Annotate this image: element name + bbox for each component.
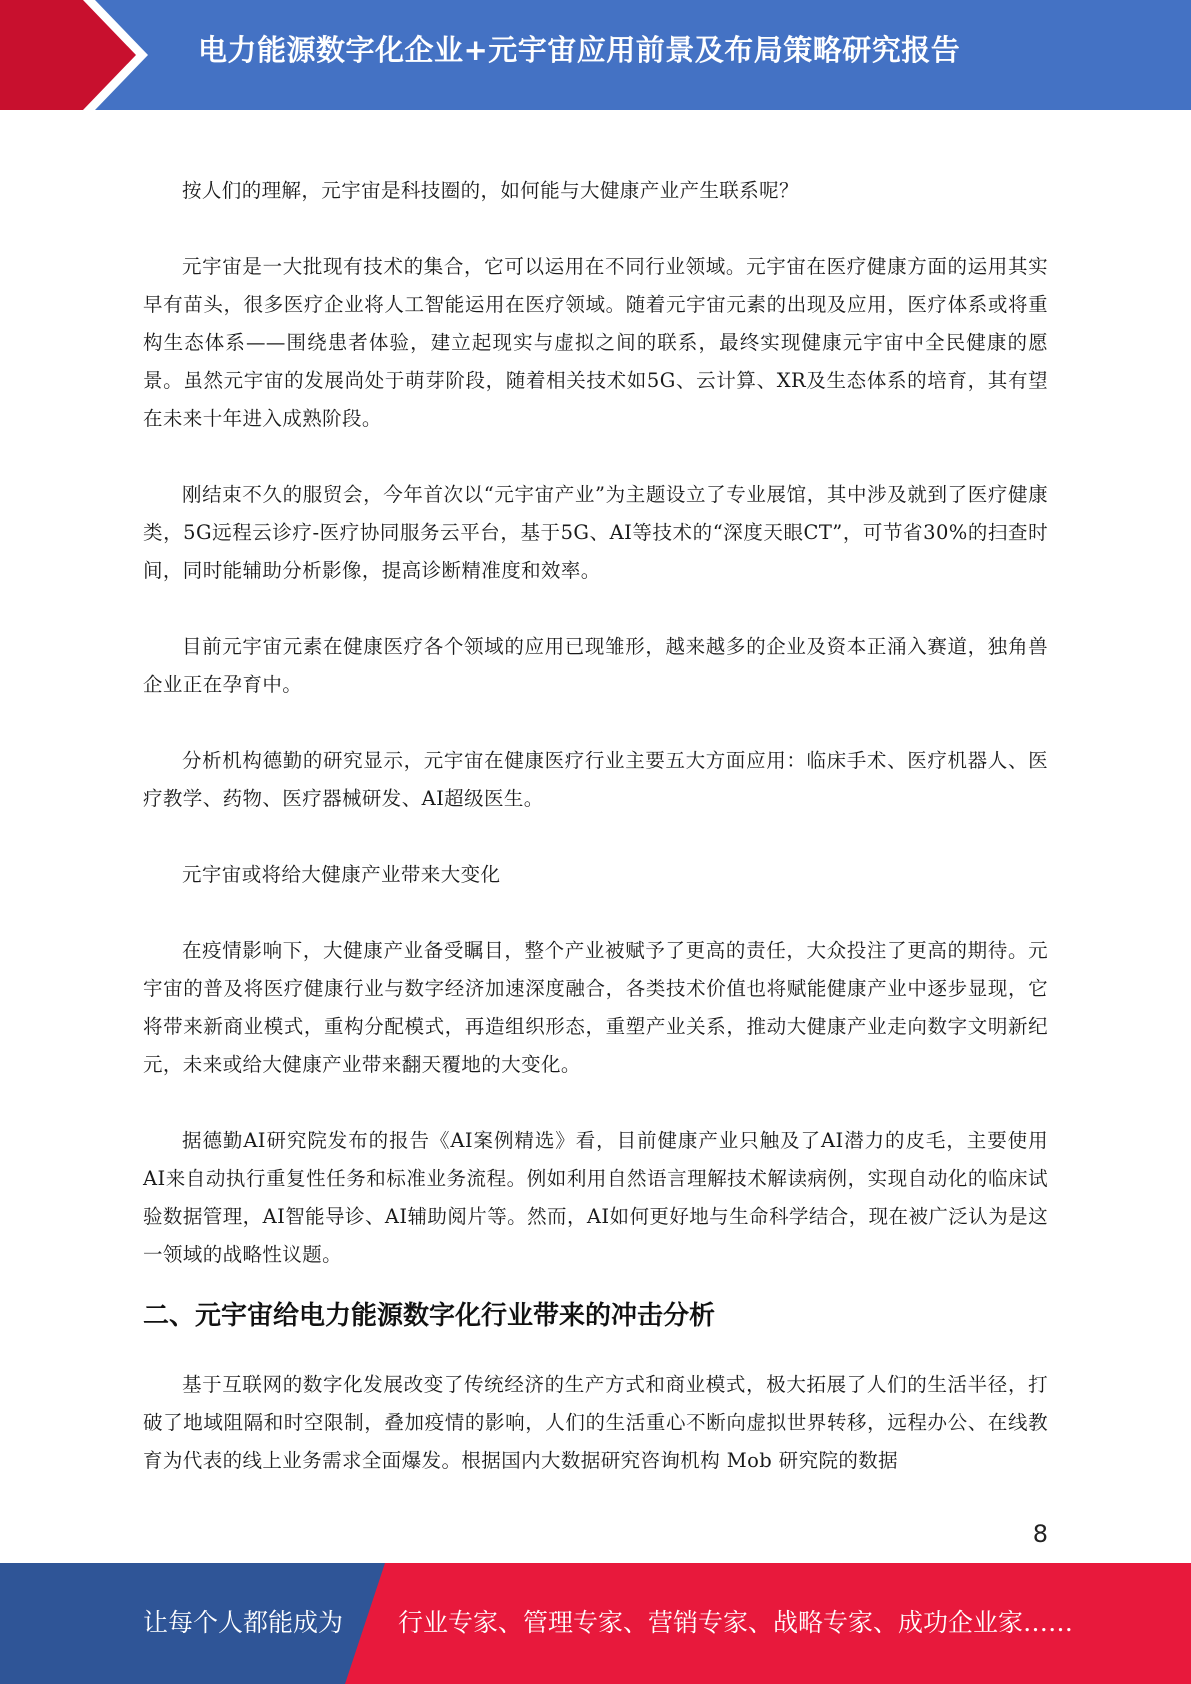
footer-slogan-left: 让每个人都能成为 — [143, 1608, 344, 1637]
paragraph: 元宇宙是一大批现有技术的集合，它可以运用在不同行业领域。元宇宙在医疗健康方面的运用其实早有苗头，很多医疗企业将人工智能运用在医疗领域。随着元宇宙元素的出现及应用，医疗体系或将重构生态体系——围绕患者体验，建立起现实与虚拟之间的联系，最终实现健康元宇宙中全民健康的愿景。虽然元宇宙的发展尚处于萌芽阶段，随着相关技术如5G、云计算、XR及生态体系的培育，其有望在未来十年进入成熟阶段。 — [143, 255, 1048, 430]
paragraph: 据德勤AI研究院发布的报告《AI案例精选》看，目前健康产业只触及了AI潜力的皮毛，主要使用AI来自动执行重复性任务和标准业务流程。例如利用自然语言理解技术解读病例，实现自动化的临床试验数据管理，AI智能导诊、AI辅助阅片等。然而，AI如何更好地与生命科学结合，现在被广泛认为是这一领域的战略性议题。 — [143, 1129, 1048, 1266]
paragraph: 按人们的理解，元宇宙是科技圈的，如何能与大健康产业产生联系呢？ — [182, 179, 799, 202]
page-number: 8 — [1032, 1520, 1048, 1548]
paragraph: 在疫情影响下，大健康产业备受瞩目，整个产业被赋予了更高的责任，大众投注了更高的期待。元宇宙的普及将医疗健康行业与数字经济加速深度融合，各类技术价值也将赋能健康产业中逐步显现，它将带来新商业模式，重构分配模式，再造组织形态，重塑产业关系，推动大健康产业走向数字文明新纪元，未来或给大健康产业带来翻天覆地的大变化。 — [143, 939, 1048, 1076]
paragraph: 目前元宇宙元素在健康医疗各个领域的应用已现雏形，越来越多的企业及资本正涌入赛道，独角兽企业正在孕育中。 — [143, 635, 1048, 696]
paragraph: 刚结束不久的服贸会，今年首次以“元宇宙产业”为主题设立了专业展馆，其中涉及就到了医疗健康类，5G远程云诊疗-医疗协同服务云平台，基于5G、AI等技术的“深度天眼CT”，可节省30%的扫查时间，同时能辅助分析影像，提高诊断精准度和效率。 — [143, 483, 1048, 582]
header-arrow-decoration — [0, 0, 200, 110]
subheading-paragraph: 元宇宙或将给大健康产业带来大变化 — [182, 863, 501, 886]
paragraph: 基于互联网的数字化发展改变了传统经济的生产方式和商业模式，极大拓展了人们的生活半径，打破了地域阻隔和时空限制，叠加疫情的影响，人们的生活重心不断向虚拟世界转移，远程办公、在线教育为代表的线上业务需求全面爆发。根据国内大数据研究咨询机构 Mob 研究院的数据 — [143, 1373, 1048, 1472]
page-footer — [0, 1563, 1191, 1684]
page-header — [0, 0, 1191, 110]
section-heading: 二、元宇宙给电力能源数字化行业带来的冲击分析 — [143, 1301, 716, 1331]
document-title: 电力能源数字化企业+元宇宙应用前景及布局策略研究报告 — [198, 33, 961, 67]
footer-slogan-right: 行业专家、管理专家、营销专家、战略专家、成功企业家…… — [398, 1608, 1074, 1637]
document-body — [143, 172, 1048, 1480]
paragraph: 分析机构德勤的研究显示，元宇宙在健康医疗行业主要五大方面应用：临床手术、医疗机器人、医疗教学、药物、医疗器械研发、AI超级医生。 — [143, 749, 1048, 810]
